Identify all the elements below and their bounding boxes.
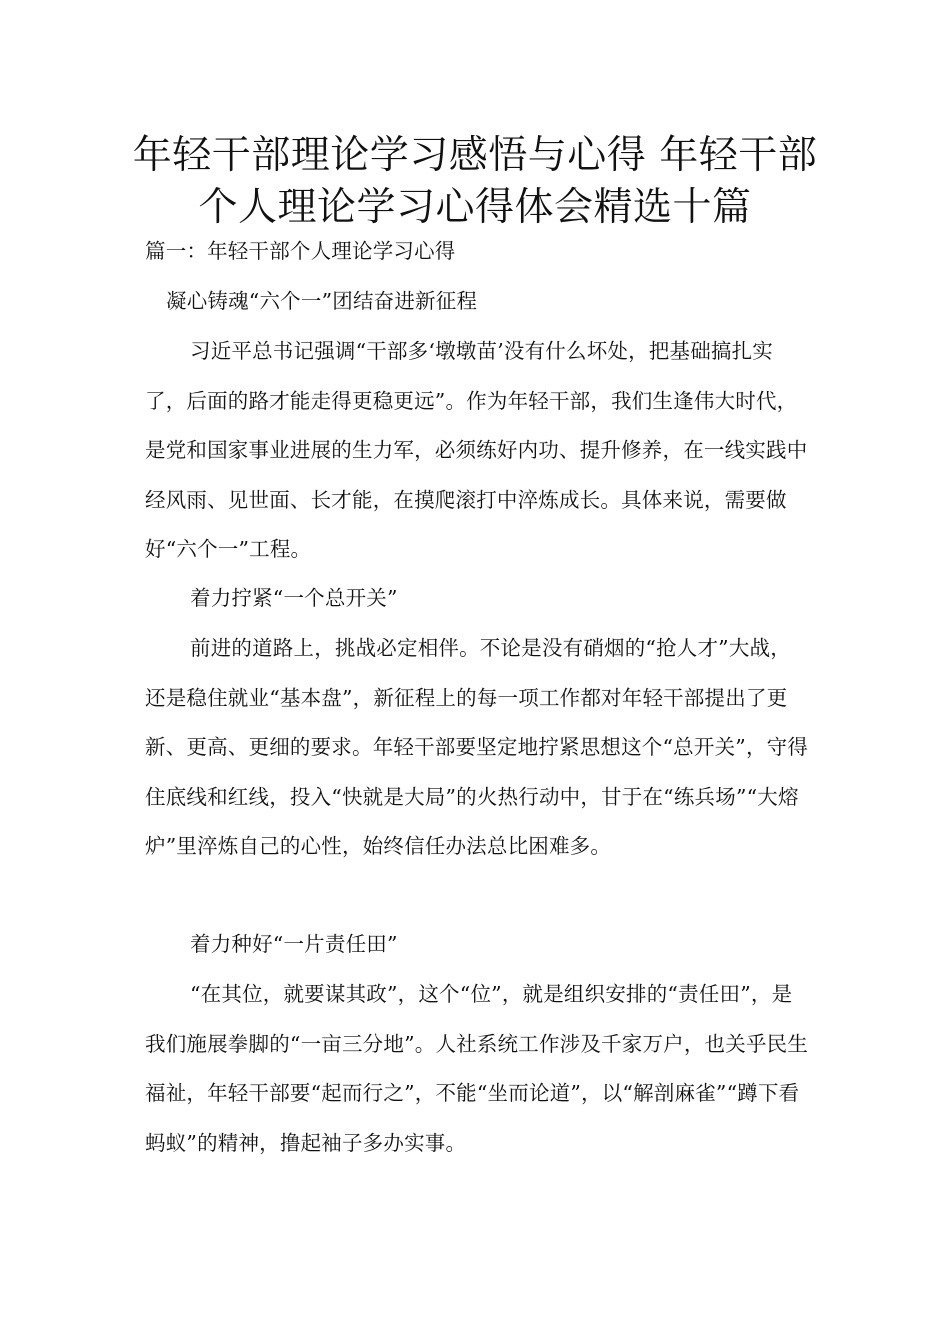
body-paragraph: 习近平总书记强调“干部多‘墩墩苗’没有什么坏处，把基础搞扎实了，后面的路才能走得更稳更远”。作为年轻干部，我们生逢伟大时代，是党和国家事业进展的生力军，必须练好内功、提升修养，在一线实践中经风雨、见世面、长才能，在摸爬滚打中淬炼成长。具体来说，需要做好“六个一”工程。 xyxy=(145,339,808,561)
section-heading: 着力拧紧“一个总开关” xyxy=(190,586,398,610)
section-label: 篇一：年轻干部个人理论学习心得 xyxy=(145,239,456,263)
article-subtitle: 凝心铸魂“六个一”团结奋进新征程 xyxy=(166,289,478,313)
section-heading: 着力种好“一片责任田” xyxy=(190,932,398,956)
document-title: 年轻干部理论学习感悟与心得 年轻干部个人理论学习心得体会精选十篇 xyxy=(132,133,818,230)
body-paragraph: “在其位，就要谋其政”，这个“位”，就是组织安排的“责任田”，是我们施展拳脚的“一亩三分地”。人社系统工作涉及千家万户，也关乎民生福祉，年轻干部要“起而行之”，不能“坐而论道”，以“解剖麻雀”“蹲下看蚂蚁”的精神，撸起袖子多办实事。 xyxy=(145,982,809,1155)
body-paragraph: 前进的道路上，挑战必定相伴。不论是没有硝烟的“抢人才”大战，还是稳住就业“基本盘”，新征程上的每一项工作都对年轻干部提出了更新、更高、更细的要求。年轻干部要坚定地拧紧思想这个“总开关”，守得住底线和红线，投入“快就是大局”的火热行动中，甘于在“练兵场”“大熔炉”里淬炼自己的心性，始终信任办法总比困难多。 xyxy=(145,636,809,858)
